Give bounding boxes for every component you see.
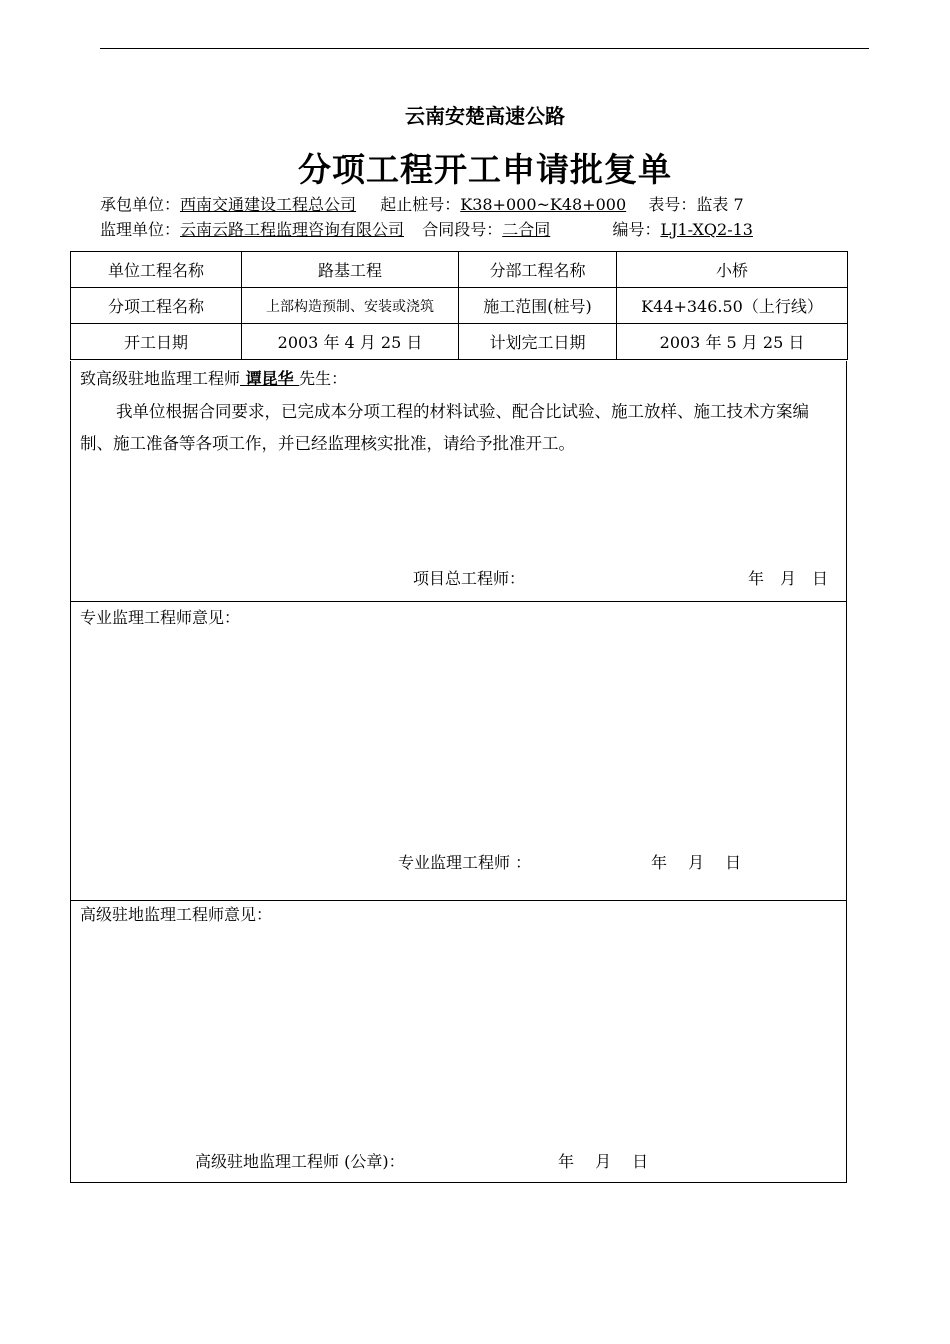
specialist-date: 年 月 日	[651, 853, 742, 872]
stake-label: 起止桩号：	[380, 195, 461, 214]
contract-value: 二合同	[502, 220, 551, 239]
table-row	[71, 252, 848, 288]
chief-engineer-sign-label: 项目总工程师：	[413, 569, 526, 588]
table-row	[71, 288, 848, 324]
addressee-prefix: 致高级驻地监理工程师	[80, 369, 241, 388]
stake-value: K38+000~K48+000	[460, 195, 627, 214]
contractor-value: 西南交通建设工程总公司	[180, 195, 357, 214]
addressee-name: 谭昆华	[240, 369, 300, 388]
addressee-suffix: 先生：	[299, 369, 348, 388]
subitem-value: 上部构造预制、安装或浇筑	[242, 288, 459, 324]
planned-end-label: 计划完工日期	[459, 324, 617, 360]
application-section	[70, 361, 847, 602]
project-subtitle: 云南安楚高速公路	[405, 104, 565, 128]
info-table	[70, 251, 848, 360]
table-row	[71, 324, 848, 360]
subitem-label: 分项工程名称	[71, 288, 242, 324]
specialist-opinion-section	[70, 601, 847, 901]
form-title: 分项工程开工申请批复单	[298, 150, 672, 189]
start-date-value: 2003 年 4 月 25 日	[242, 324, 459, 360]
planned-end-value: 2003 年 5 月 25 日	[617, 324, 848, 360]
senior-sign-label: 高级驻地监理工程师 (公章)：	[195, 1152, 405, 1171]
specialist-opinion-heading: 专业监理工程师意见：	[80, 608, 241, 627]
form-label: 表号：	[648, 195, 697, 214]
form-value: 监表 7	[696, 195, 744, 214]
contractor-label: 承包单位：	[100, 195, 181, 214]
division-label: 分部工程名称	[459, 252, 617, 288]
chief-engineer-date: 年 月 日	[748, 569, 829, 588]
unit-project-label: 单位工程名称	[71, 252, 242, 288]
scope-label: 施工范围(桩号)	[459, 288, 617, 324]
contract-label: 合同段号：	[422, 220, 503, 239]
supervisor-label: 监理单位：	[100, 220, 181, 239]
unit-project-value: 路基工程	[242, 252, 459, 288]
meta-row-1	[100, 192, 744, 215]
scope-value: K44+346.50（上行线）	[617, 288, 848, 324]
meta-row-2	[100, 217, 753, 240]
senior-opinion-section	[70, 899, 847, 1183]
application-body: 我单位根据合同要求，已完成本分项工程的材料试验、配合比试验、施工放样、施工技术方案编制、施工准备等各项工作，并已经监理核实批准，请给予批准开工。	[80, 402, 809, 453]
senior-date: 年 月 日	[558, 1152, 649, 1171]
supervisor-value: 云南云路工程监理咨询有限公司	[180, 220, 405, 239]
addressee-line	[80, 366, 347, 389]
number-value: LJ1-XQ2-13	[660, 220, 753, 239]
senior-opinion-heading: 高级驻地监理工程师意见：	[80, 905, 273, 924]
specialist-sign-label: 专业监理工程师 ：	[398, 853, 532, 872]
start-date-label: 开工日期	[71, 324, 242, 360]
number-label: 编号：	[612, 220, 661, 239]
division-value: 小桥	[617, 252, 848, 288]
top-rule	[100, 48, 869, 49]
